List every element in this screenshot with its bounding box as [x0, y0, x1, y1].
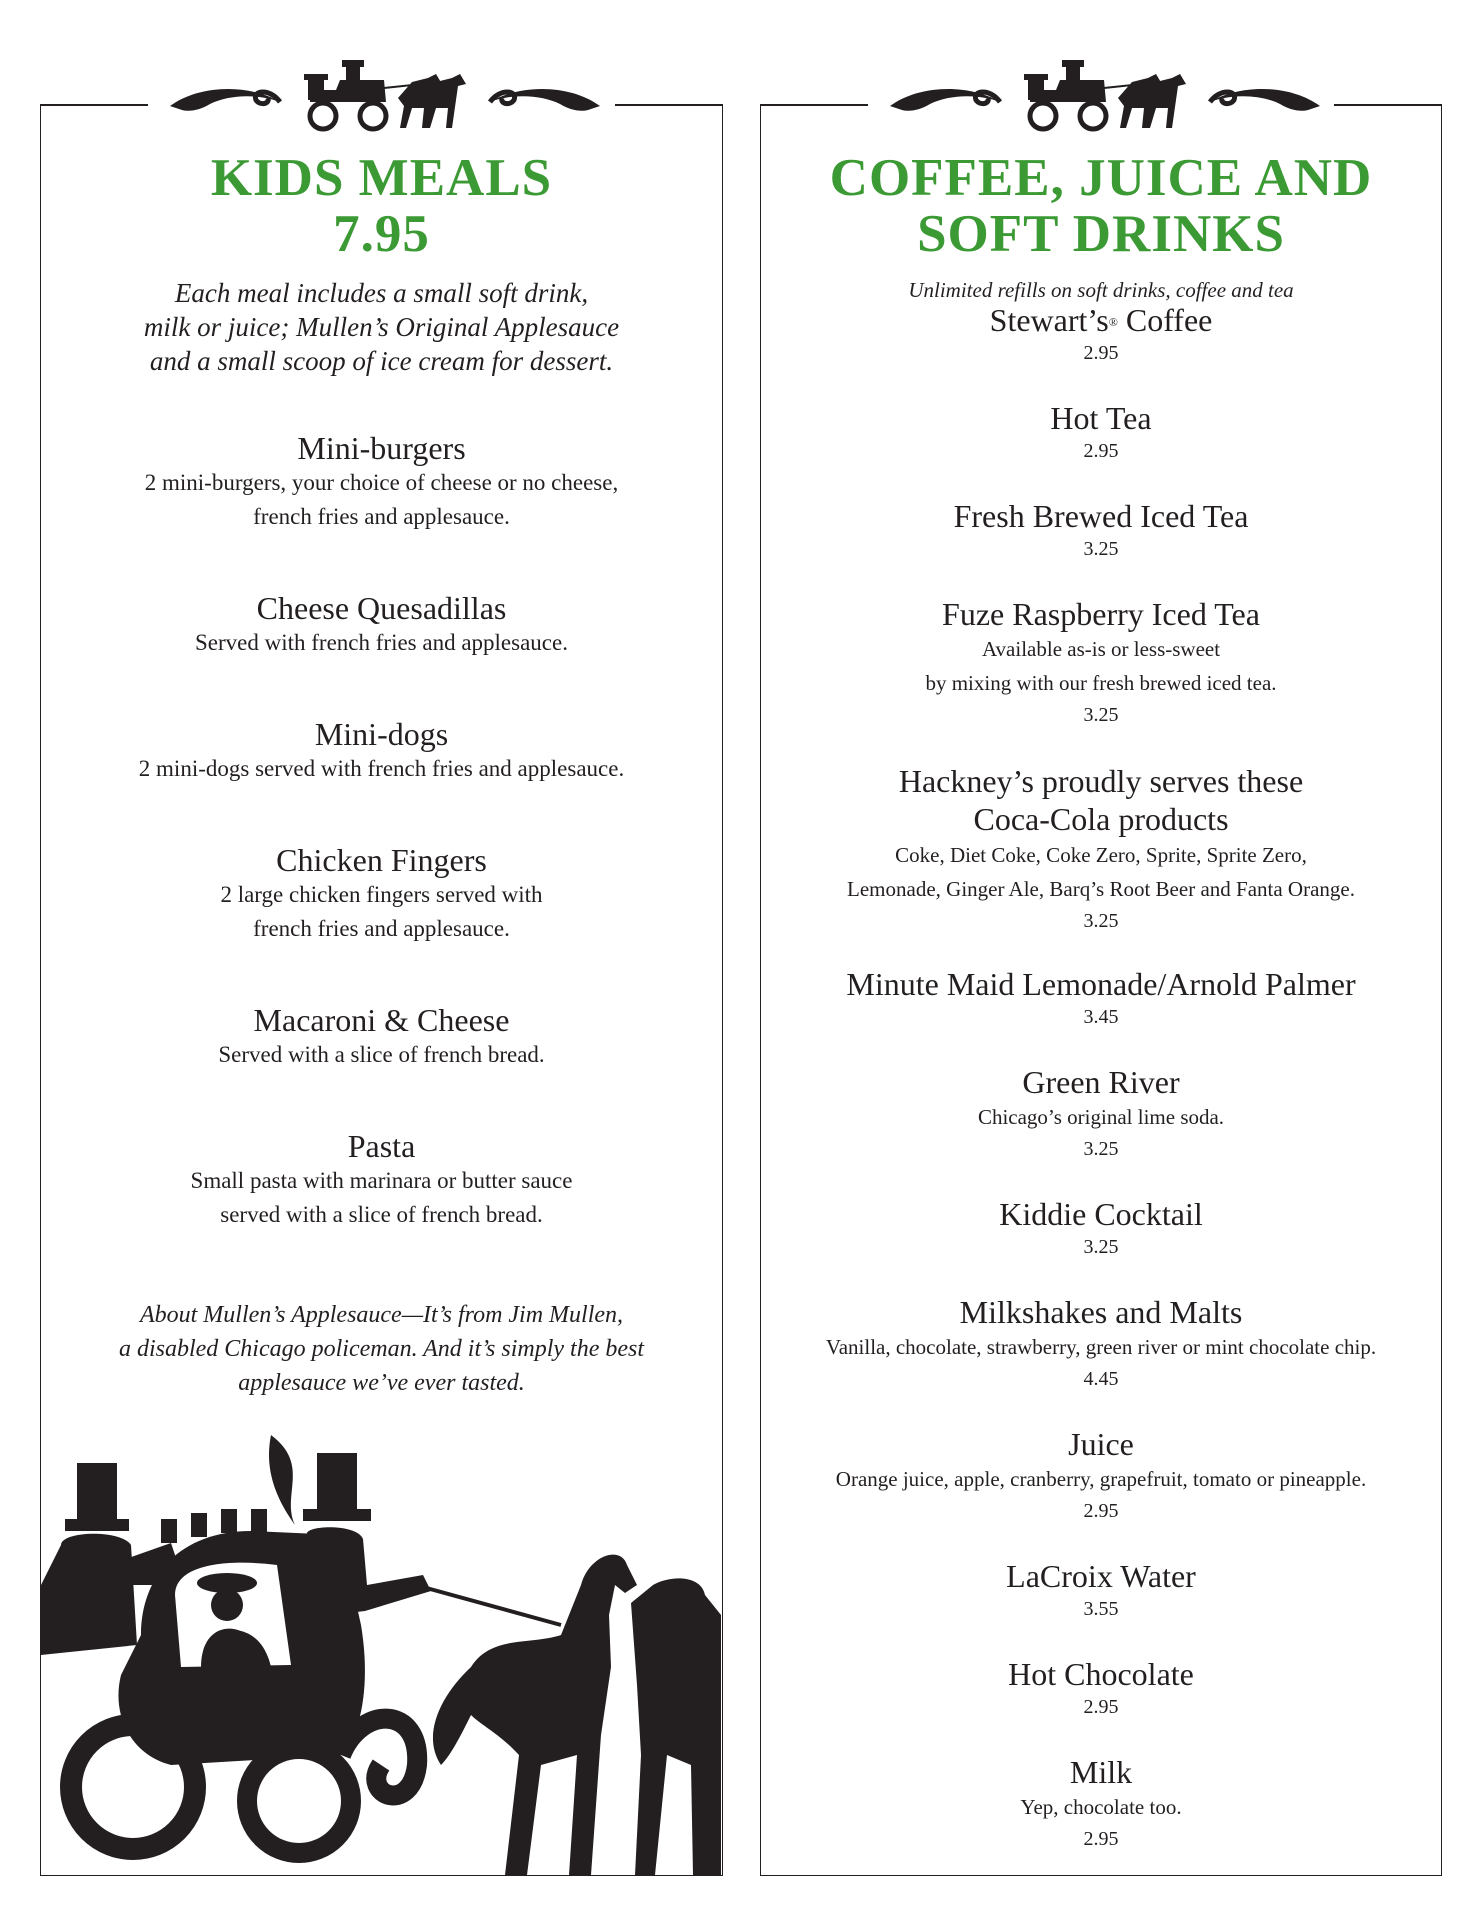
drink-item-green-river: Green River Chicago’s original lime soda. 3.25 — [977, 1064, 1225, 1160]
drink-item-stewarts-coffee: Stewart’s® Coffee 2.95 — [761, 302, 1441, 368]
drinks-title: COFFEE, JUICE AND SOFT DRINKS — [829, 149, 1373, 263]
horse-carriage-silhouette-icon — [41, 1435, 721, 1875]
kids-meals-title: KIDS MEALS 7.95 — [210, 149, 553, 263]
menu-item-cheese-quesadillas: Cheese Quesadillas Served with french fries and applesauce. — [195, 590, 568, 655]
drink-name: Stewart’s® Coffee — [989, 302, 1213, 338]
refills-note: Unlimited refills on soft drinks, coffee and tea — [908, 278, 1294, 302]
drink-item-hot-tea: Hot Tea 2.95 — [1050, 400, 1152, 462]
kids-meals-intro: Each meal includes a small soft drink, milk or juice; Mullen’s Original Applesauce and a small scoop of ice cream for dessert. — [143, 278, 620, 376]
drink-item-kiddie-cocktail: Kiddie Cocktail 3.25 — [999, 1196, 1203, 1258]
menu-item-mini-dogs: Mini-dogs 2 mini-dogs served with french fries and applesauce. — [138, 716, 625, 781]
drink-item-milkshakes-malts: Milkshakes and Malts Vanilla, chocolate, strawberry, green river or mint chocolate chip. 4.45 — [825, 1294, 1377, 1390]
menu-item-chicken-fingers: Chicken Fingers 2 large chicken fingers served with french fries and applesauce. — [220, 842, 543, 941]
menu-item-mini-burgers: Mini-burgers 2 mini-burgers, your choice of cheese or no cheese, french fries and applesauce. — [144, 430, 619, 529]
drink-item-lemonade-arnold-palmer: Minute Maid Lemonade/Arnold Palmer 3.45 — [846, 966, 1356, 1028]
menu-item-macaroni-cheese: Macaroni & Cheese Served with a slice of french bread. — [218, 1002, 545, 1067]
drink-item-fuze-raspberry: Fuze Raspberry Iced Tea Available as-is or less-sweet by mixing with our fresh brewed iced tea. 3.25 — [925, 596, 1277, 726]
applesauce-note: About Mullen’s Applesauce—It’s from Jim Mullen, a disabled Chicago policeman. And it’s simply the best applesauce we’ve ever tasted. — [118, 1302, 645, 1396]
drink-item-juice: Juice Orange juice, apple, cranberry, grapefruit, tomato or pineapple. 2.95 — [835, 1426, 1367, 1522]
kids-meals-panel — [40, 104, 723, 1876]
drink-item-lacroix-water: LaCroix Water 3.55 — [1006, 1558, 1196, 1620]
menu-item-pasta: Pasta Small pasta with marinara or butter sauce served with a slice of french bread. — [190, 1128, 573, 1227]
drink-item-iced-tea: Fresh Brewed Iced Tea 3.25 — [953, 498, 1249, 560]
drink-item-milk: Milk Yep, chocolate too. 2.95 — [1020, 1754, 1182, 1850]
drinks-panel — [760, 104, 1442, 1876]
drink-item-coca-cola-products: Hackney’s proudly serves these Coca-Cola products Coke, Diet Coke, Coke Zero, Sprite, Sprite Zero, Lemonade, Ginger Ale, Barq’s Root Beer and Fanta Orange. 3.25 — [847, 763, 1355, 932]
drink-item-hot-chocolate: Hot Chocolate 2.95 — [1008, 1656, 1194, 1718]
